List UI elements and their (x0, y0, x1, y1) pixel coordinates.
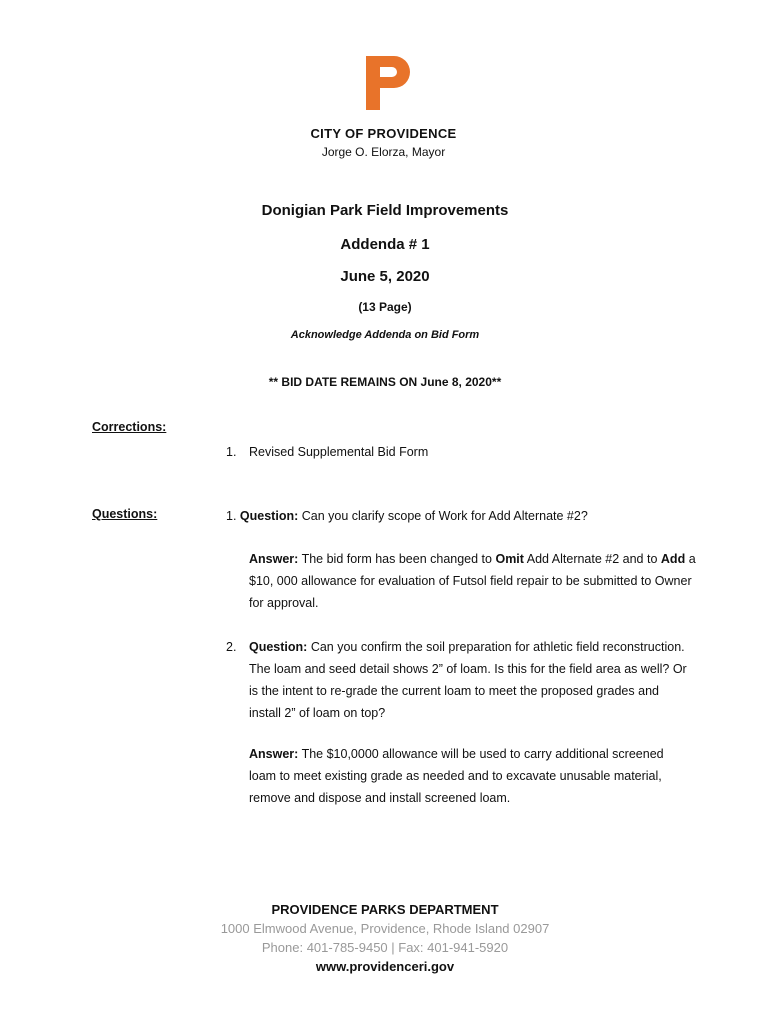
corrections-label: Corrections: (92, 420, 167, 434)
answer-label: Answer: (249, 747, 299, 761)
answer-2 (249, 743, 689, 809)
mayor-name: Jorge O. Elorza, Mayor (321, 145, 446, 159)
correction-number: 1. (226, 445, 237, 459)
questions-label: Questions: (92, 507, 158, 521)
footer-website-link[interactable]: www.providenceri.gov (315, 959, 455, 974)
answer-label: Answer: (249, 552, 299, 566)
footer-department: PROVIDENCE PARKS DEPARTMENT (271, 902, 499, 917)
question-1 (226, 505, 696, 527)
footer-address: 1000 Elmwood Avenue, Providence, Rhode Island 02907 (220, 921, 550, 936)
bid-date-notice: ** BID DATE REMAINS ON June 8, 2020** (268, 375, 502, 389)
city-name: CITY OF PROVIDENCE (310, 126, 457, 141)
question-label: Question: (249, 640, 308, 654)
acknowledge-note: Acknowledge Addenda on Bid Form (290, 329, 480, 341)
question-text: Can you clarify scope of Work for Add Alternate #2? (301, 509, 588, 523)
city-logo (366, 56, 410, 110)
document-date: June 5, 2020 (340, 268, 430, 285)
addenda-number: Addenda # 1 (340, 236, 430, 253)
correction-item: Revised Supplemental Bid Form (249, 445, 429, 459)
page-count: (13 Page) (358, 300, 412, 314)
question-number: 2. (226, 640, 237, 654)
question-label: Question: (239, 509, 299, 523)
question-number: 1. (226, 509, 237, 523)
footer-phone: Phone: 401-785-9450 | Fax: 401-941-5920 (261, 940, 509, 955)
question-2 (249, 636, 689, 724)
question-text: Can you confirm the soil preparation for athletic field reconstruction. The loam and seed detail shows 2” of loam. Is this for the field area as well? Or is the intent to re-grade the current loam to meet the proposed grades and install 2” of loam on top? (249, 640, 687, 720)
answer-1: Answer: The bid form has been changed to Omit Add Alternate #2 and to Add a $10, 000 allowance for evaluation of Futsol field repair to be submitted to Owner for approval. (249, 552, 696, 610)
answer-text: The $10,0000 allowance will be used to carry additional screened loam to meet existing grade as needed and to excavate unusable material, remove and dispose and install screened loam. (249, 747, 664, 805)
document-title: Donigian Park Field Improvements (261, 202, 509, 219)
